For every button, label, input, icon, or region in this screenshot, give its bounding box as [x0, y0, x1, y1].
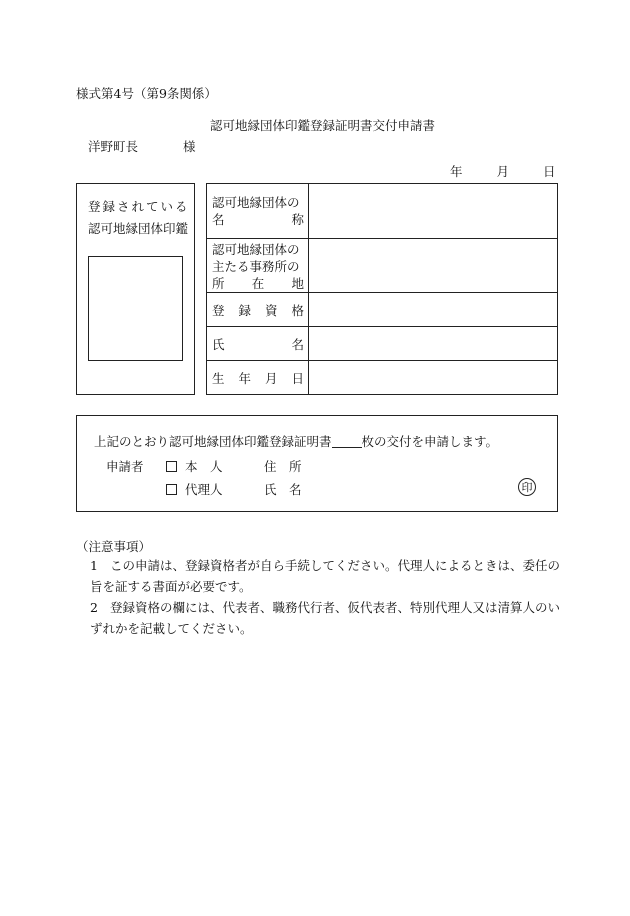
form-number: 様式第4号（第9条関係）	[76, 86, 217, 101]
seal-box-label-2: 認可地縁団体印鑑	[88, 221, 189, 236]
office-address-label: 認可地縁団体の 主たる事務所の 所 在 地	[212, 242, 304, 291]
agent-name-label: 氏 名	[264, 482, 302, 497]
qualification-field[interactable]	[310, 293, 557, 325]
office-address-field[interactable]	[310, 239, 557, 291]
date-year: 年	[450, 164, 463, 179]
notes-heading: （注意事項）	[76, 539, 152, 554]
birthdate-field[interactable]	[310, 361, 557, 394]
seal-imprint-area[interactable]	[88, 256, 183, 361]
note-number: 1	[90, 558, 98, 573]
addressee-name: 洋野町長	[88, 139, 139, 154]
note-item	[90, 555, 560, 597]
birthdate-label: 生 年 月 日	[212, 371, 304, 386]
note-number: 2	[90, 600, 98, 615]
request-text-after: 枚の交付を申請します。	[361, 434, 499, 449]
self-address-label: 住 所	[264, 459, 302, 474]
org-name-label: 認可地縁団体の 名 称	[212, 195, 304, 227]
note-item	[90, 597, 560, 639]
request-box	[76, 415, 558, 512]
info-table-divider	[308, 183, 309, 395]
note-text: この申請は、登録資格者が自ら手続してください。代理人によるときは、委任の旨を証する書面が必要です。	[90, 558, 561, 594]
request-sentence	[94, 432, 498, 450]
self-option-label: 本 人	[185, 459, 223, 474]
agent-checkbox[interactable]	[166, 484, 177, 495]
request-text-before: 上記のとおり認可地縁団体印鑑登録証明書	[94, 434, 332, 449]
person-name-field[interactable]	[310, 327, 557, 359]
date-line	[450, 162, 555, 180]
seal-mark: 印	[518, 478, 536, 496]
person-name-label: 氏 名	[212, 337, 304, 352]
document-title: 認可地縁団体印鑑登録証明書交付申請書	[210, 118, 436, 133]
org-name-field[interactable]	[310, 184, 557, 237]
self-checkbox[interactable]	[166, 461, 177, 472]
note-text: 登録資格の欄には、代表者、職務代行者、仮代表者、特別代理人又は清算人のいずれかを記載してください。	[90, 600, 561, 636]
applicant-label: 申請者	[106, 459, 144, 474]
date-month: 月	[496, 164, 509, 179]
seal-box-label-1: 登録されている	[88, 199, 190, 214]
agent-option-label: 代理人	[185, 482, 223, 497]
addressee-honorific: 様	[183, 139, 196, 154]
copies-count-field[interactable]	[332, 435, 362, 448]
qualification-label: 登 録 資 格	[212, 303, 304, 318]
date-day: 日	[542, 164, 556, 179]
agent-option-row	[166, 480, 223, 498]
self-option-row	[166, 457, 223, 475]
